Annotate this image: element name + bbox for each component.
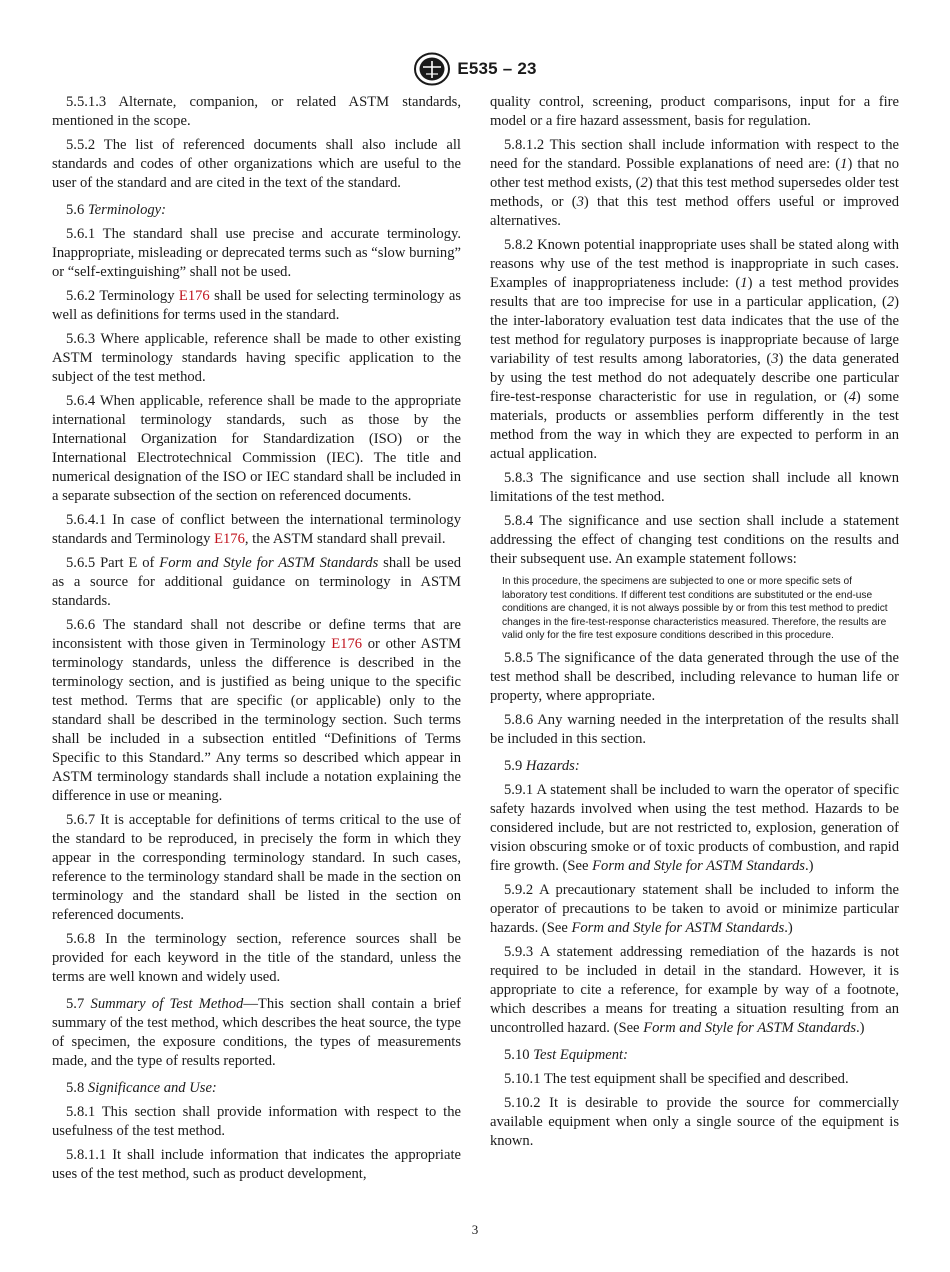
section-heading-5-8: 5.8 Significance and Use: xyxy=(66,1080,217,1096)
example-statement: In this procedure, the specimens are subjected to one or more specific sets of laboratory test conditions. If different test conditions are substituted or the end-use conditions are changed, it is not always possible by or from this test method to predict changes in the fire-test-response characteristics measured. Therefore, the results are valid only for the fire test exposure conditions described in this procedure. xyxy=(502,576,888,642)
paragraph-5-6-7: 5.6.7 It is acceptable for definitions of terms critical to the use of the standard to be reproduced, in precisely the form in which they appear in the corresponding terminology standard. In such cases, reference to the terminology standard shall be made in the section on terminology and the standard shall be listed in the section on referenced documents. xyxy=(52,812,461,923)
e176-link[interactable]: E176 xyxy=(178,288,210,304)
paragraph-5-9-3: 5.9.3 A statement addressing remediation of the hazards is not required to be included in detail in the standard. However, it is appropriate to cite a reference, for example by way of a footnote, which describes a means for treating a situation resulting from an uncontrolled hazard. (See Form and Style for ASTM Standards.) xyxy=(490,943,899,1036)
paragraph-5-8-1-1: 5.8.1.1 It shall include information that indicates the appropriate uses of the test method, such as product development, xyxy=(52,1147,461,1182)
section-heading-5-10: 5.10 Test Equipment: xyxy=(504,1046,628,1063)
right-column xyxy=(490,93,899,1156)
left-column xyxy=(52,93,461,1189)
paragraph-5-8-6: 5.8.6 Any warning needed in the interpretation of the results shall be included in this section. xyxy=(490,711,899,747)
paragraph-5-9-2: 5.9.2 A precautionary statement shall be included to inform the operator of precautions to be taken to avoid or minimize particular hazards. (See Form and Style for ASTM Standards.) xyxy=(490,881,899,936)
paragraph-5-6-1: 5.6.1 The standard shall use precise and accurate terminology. Inappropriate, misleading or deprecated terms such as “slow burning” or “self-extinguishing” shall not be used. xyxy=(52,226,461,280)
page-number: 3 xyxy=(471,1222,479,1237)
e176-link[interactable]: E176 xyxy=(331,636,363,652)
paragraph-5-10-1: 5.10.1 The test equipment shall be specified and described. xyxy=(504,1070,849,1087)
paragraph-5-6-4: 5.6.4 When applicable, reference shall be made to the appropriate international terminology standards, such as those by the International Organization for Standardization (ISO) or the International Electrotechnical Commission (IEC). The title and numerical designation of the ISO or IEC standard shall be included in a separate subsection of the section on referenced documents. xyxy=(52,393,461,504)
paragraph-5-5-1-3: 5.5.1.3 Alternate, companion, or related ASTM standards, mentioned in the scope. xyxy=(52,94,461,129)
e176-link[interactable]: E176 xyxy=(214,531,245,547)
standard-designation: E535 – 23 xyxy=(457,59,537,78)
paragraph-5-8-1: 5.8.1 This section shall provide information with respect to the usefulness of the test method. xyxy=(52,1104,461,1139)
paragraph-5-8-1-2: 5.8.1.2 This section shall include information with respect to the need for the standard. Possible explanations of need are: (1) that no other test method exists, (2) that this test method supersedes older test methods, or (3) that this test method offers useful or improved alternatives. xyxy=(490,137,899,229)
astm-logo-icon xyxy=(413,52,451,86)
section-5-7: 5.7 Summary of Test Method—This section shall contain a brief summary of the test method, which describes the heat source, the type of specimen, the exposure conditions, the types of measurements made, and the type of results reported. xyxy=(52,996,461,1069)
page-header xyxy=(0,52,950,86)
paragraph-5-8-4: 5.8.4 The significance and use section shall include a statement addressing the effect of changing test conditions on the results and their subsequent use. An example statement follows: xyxy=(490,513,899,567)
paragraph-5-6-5: 5.6.5 Part E of Form and Style for ASTM Standards shall be used as a source for additional guidance on terminology in ASTM standards. xyxy=(52,555,462,609)
paragraph-5-9-1: 5.9.1 A statement shall be included to warn the operator of specific safety hazards involved when using the test method. Hazards to be considered include, but are not restricted to, explosion, generation of vision obscuring smoke or of toxic products of combustion, and rapid fire growth. (See Form and Style for ASTM Standards.) xyxy=(490,781,899,874)
section-heading-5-9: 5.9 Hazards: xyxy=(504,757,580,774)
paragraph-5-5-2: 5.5.2 The list of referenced documents shall also include all standards and codes of other organizations which are useful to the user of the standard and are cited in the text of the standard. xyxy=(52,137,461,191)
section-heading-5-6: 5.6 Terminology: xyxy=(66,202,167,218)
paragraph-5-6-2: 5.6.2 Terminology E176 shall be used for selecting terminology as well as definitions for terms used in the standard. xyxy=(52,288,462,323)
paragraph-5-8-1-1-continued: quality control, screening, product comparisons, input for a fire model or a fire hazard assessment, basis for regulation. xyxy=(490,94,899,129)
paragraph-5-8-2: 5.8.2 Known potential inappropriate uses shall be stated along with reasons why use of the test method is inappropriate in such cases. Examples of inappropriateness include: (1) a test method provides results that are too imprecise for use in a particular application, (2) the inter-laboratory evaluation test data indicates that the use of the test method for regulatory purposes is inappropriate because of large variability of test results among laboratories, (3) the data generated by using the test method do not adequately describe one particular fire-test-response characteristic for use in regulation, or (4) some materials, products or assemblies perform differently in the test method from the way in which they are expected to perform in an actual application. xyxy=(490,237,899,462)
paragraph-5-6-3: 5.6.3 Where applicable, reference shall be made to other existing ASTM terminology standards having specific application to the subject of the test method. xyxy=(52,331,461,385)
paragraph-5-6-6: 5.6.6 The standard shall not describe or define terms that are inconsistent with those given in Terminology E176 or other ASTM terminology standards, unless the difference is described in the terminology section, and is justified as being unique to the specific test method. Terms that are specific (or applicable) only to the standard shall be described in the terminology section. Such terms shall be included in a subsection entitled “Definitions of Terms Specific to this Standard.” Any terms so described which appear in ASTM terminology standards shall include a notation explaining the difference in use or meaning. xyxy=(52,617,461,804)
paragraph-5-6-8: 5.6.8 In the terminology section, reference sources shall be provided for each keyword in the title of the standard, unless the terms are well known and widely used. xyxy=(52,931,461,985)
paragraph-5-10-2: 5.10.2 It is desirable to provide the source for commercially available equipment when only a single source of the equipment is known. xyxy=(490,1094,899,1149)
paragraph-5-6-4-1: 5.6.4.1 In case of conflict between the international terminology standards and Terminology E176, the ASTM standard shall prevail. xyxy=(52,512,461,547)
paragraph-5-8-3: 5.8.3 The significance and use section shall include all known limitations of the test method. xyxy=(490,470,899,505)
paragraph-5-8-5: 5.8.5 The significance of the data generated through the use of the test method shall be described, including relevance to human life or property, where appropriate. xyxy=(490,649,899,704)
